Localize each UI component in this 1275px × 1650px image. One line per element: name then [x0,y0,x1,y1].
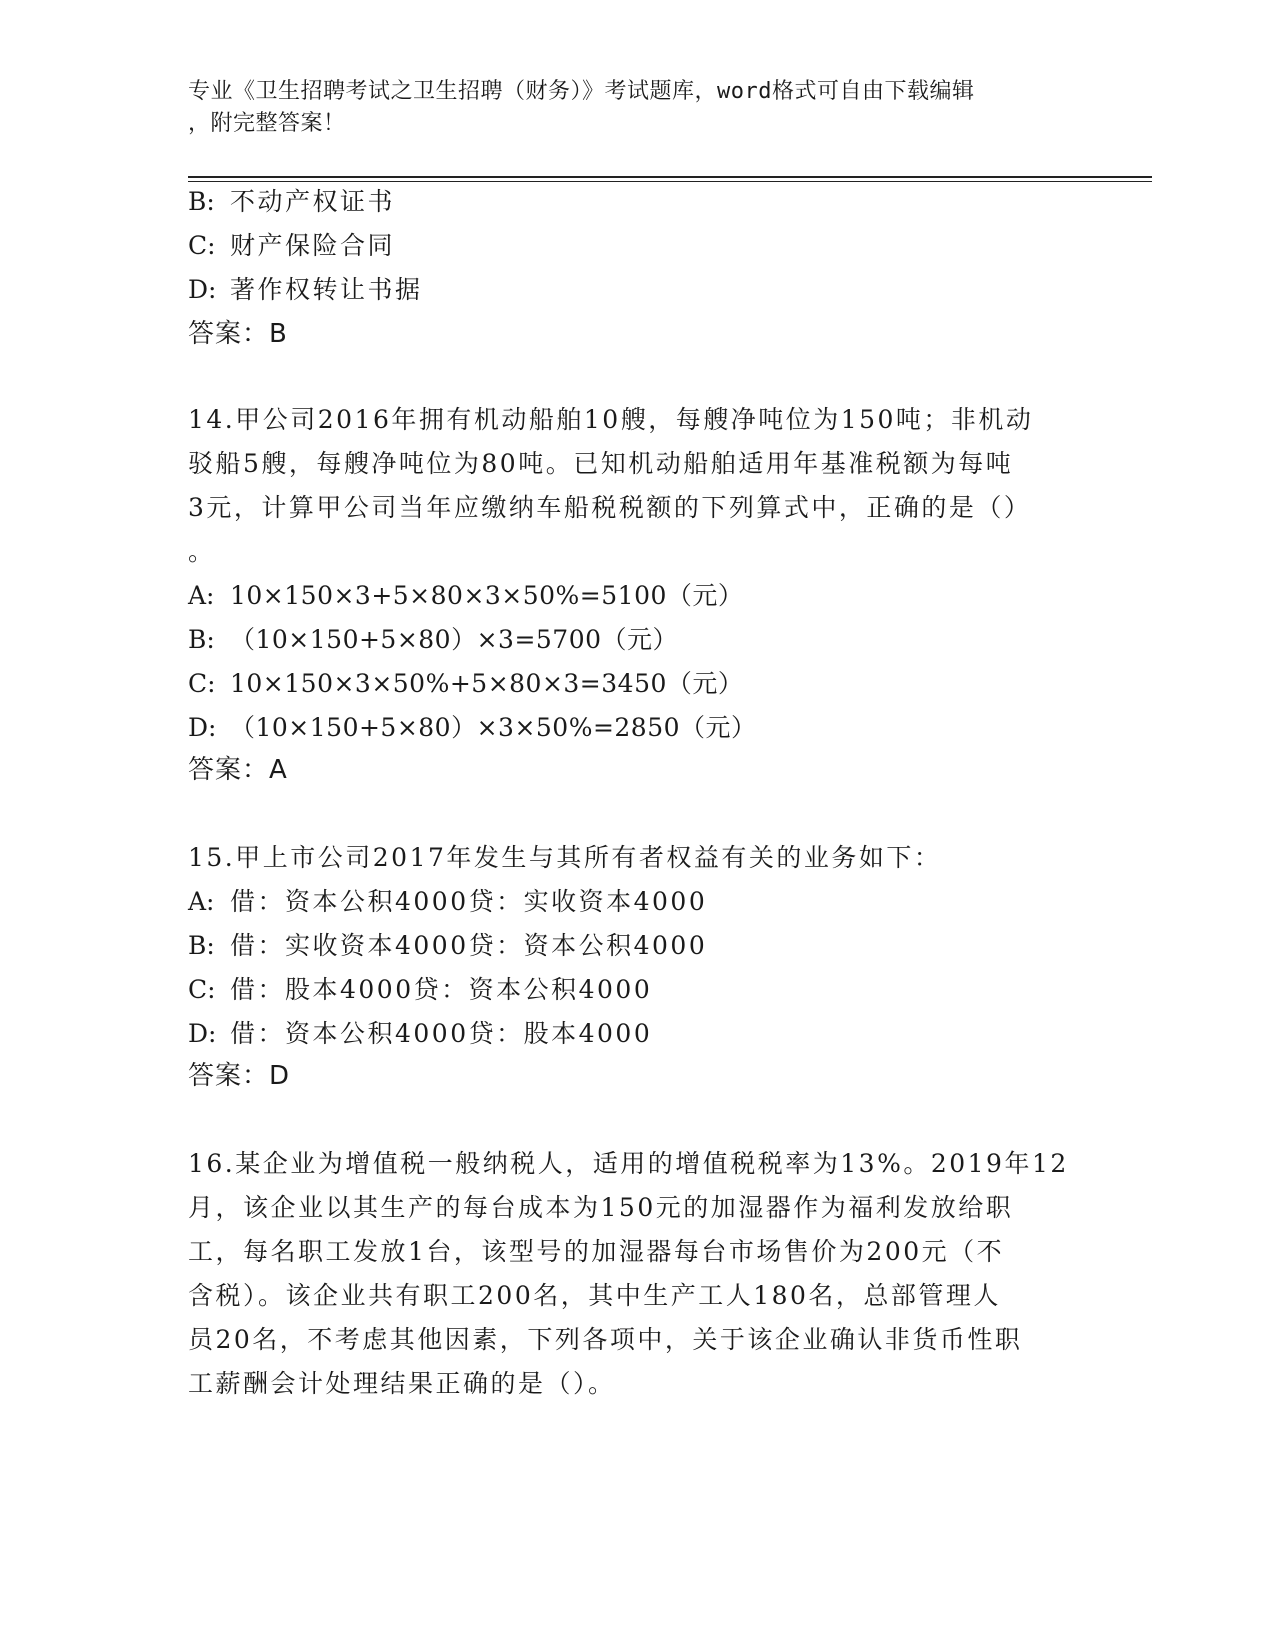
question-text: 3元，计算甲公司当年应缴纳车船税税额的下列算式中，正确的是（） [188,493,1032,522]
option-label: D: [188,275,217,304]
option-label: B: [188,625,215,654]
option-text: 借：资本公积4000贷：股本4000 [230,1019,653,1048]
option-text: 借：资本公积4000贷：实收资本4000 [230,887,708,916]
header-divider [188,181,1152,182]
option-text: 财产保险合同 [230,231,396,260]
option-label: C: [188,669,216,698]
option-text: （10×150+5×80）×3=5700（元） [230,625,679,654]
option-b [188,624,678,656]
option-text: （10×150+5×80）×3×50%=2850（元） [230,713,757,742]
option-label: C: [188,975,216,1004]
question-text: 15.甲上市公司2017年发生与其所有者权益有关的业务如下： [188,843,942,872]
option-text: 借：股本4000贷：资本公积4000 [230,975,653,1004]
option-d [188,1018,652,1050]
question-text: 月，该企业以其生产的每台成本为150元的加湿器作为福利发放给职 [188,1193,1014,1222]
option-label: B: [188,187,215,216]
option-a [188,580,743,612]
option-text: 不动产权证书 [230,187,396,216]
option-text: 借：实收资本4000贷：资本公积4000 [230,931,708,960]
option-label: A: [188,887,215,916]
question-text: 工薪酬会计处理结果正确的是（）。 [188,1369,616,1398]
option-d [188,712,757,744]
answer: 答案：D [188,1061,291,1091]
option-b [188,930,707,962]
option-text: 著作权转让书据 [230,275,423,304]
option-a [188,886,707,918]
header-divider [188,176,1152,178]
question-text: 14.甲公司2016年拥有机动船舶10艘，每艘净吨位为150吨；非机动 [188,405,1034,434]
question-text: 驳船5艘，每艘净吨位为80吨。已知机动船舶适用年基准税额为每吨 [188,449,1014,478]
answer: 答案：A [188,755,288,785]
option-c [188,230,395,262]
option-c [188,974,652,1006]
option-text: 10×150×3+5×80×3×50%=5100（元） [230,581,744,610]
answer: 答案：B [188,319,288,349]
header-line: 专业《卫生招聘考试之卫生招聘（财务）》考试题库，word格式可自由下载编辑 [188,79,975,104]
option-label: B: [188,931,215,960]
question-text: 工，每名职工发放1台，该型号的加湿器每台市场售价为200元（不 [188,1237,1005,1266]
page-header [188,76,1088,140]
option-label: A: [188,581,215,610]
option-text: 10×150×3×50%+5×80×3=3450（元） [230,669,744,698]
option-b [188,186,395,218]
question-text: 员20名，不考虑其他因素，下列各项中，关于该企业确认非货币性职 [188,1325,1023,1354]
header-line: ，附完整答案！ [188,111,346,136]
option-d [188,274,423,306]
option-label: D: [188,1019,217,1048]
option-c [188,668,743,700]
question-text: 16.某企业为增值税一般纳税人，适用的增值税税率为13%。2019年12 [188,1149,1069,1178]
question-text: 。 [188,537,216,566]
option-label: D: [188,713,217,742]
option-label: C: [188,231,216,260]
question-text: 含税）。该企业共有职工200名，其中生产工人180名，总部管理人 [188,1281,1001,1310]
